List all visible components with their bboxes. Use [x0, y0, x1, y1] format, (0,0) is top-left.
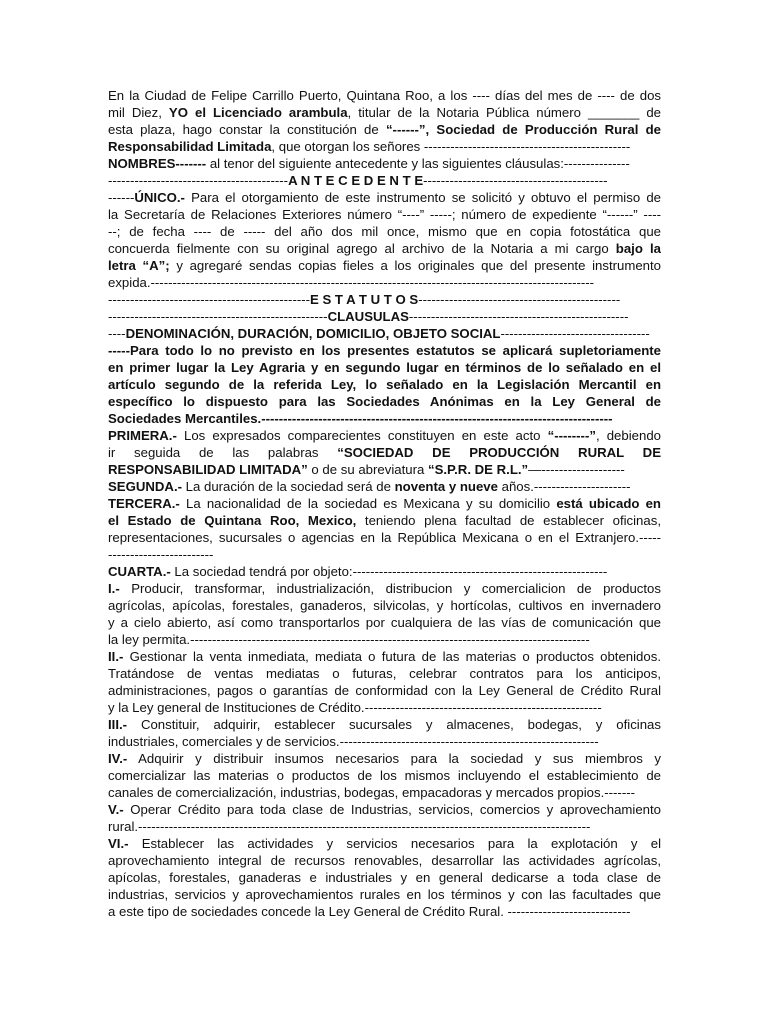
document-line	[108, 444, 661, 461]
document-page	[108, 87, 661, 920]
bold-text: en primer lugar la Ley Agraria y en segundo lugar en términos de lo señalado en el	[108, 360, 661, 375]
bold-text: el Estado de Quintana Roo, Mexico,	[108, 513, 357, 528]
bold-text: CUARTA.-	[108, 564, 171, 579]
text: la Secretaría de Relaciones Exteriores número “----” -----; número de expediente “------” ----	[108, 207, 661, 222]
bold-text: “--------”	[547, 428, 596, 443]
document-line	[108, 563, 661, 580]
document-line	[108, 427, 661, 444]
bold-text: TERCERA.-	[108, 496, 180, 511]
text: ----------------------------------------------	[108, 292, 311, 307]
bold-text: ÚNICO.-	[134, 190, 185, 205]
document-line	[108, 546, 661, 563]
text: ------	[108, 190, 135, 205]
document-line	[108, 478, 661, 495]
document-line	[108, 869, 661, 886]
text: —-------------------	[528, 462, 625, 477]
text: La duración de la sociedad será de	[182, 479, 395, 494]
text: --------------------------------------------------	[408, 309, 629, 324]
document-line	[108, 886, 661, 903]
document-line	[108, 104, 661, 121]
document-line	[108, 767, 661, 784]
text: , que otorgan los señores -----------------------------------------------	[271, 139, 631, 154]
bold-text: “------”, Sociedad de Producción Rural de	[385, 122, 661, 137]
text: En la Ciudad de Felipe Carrillo Puerto, Quintana Roo, a los ---- días del mes de ---- de dos	[108, 88, 661, 103]
document-line	[108, 393, 661, 410]
document-line	[108, 852, 661, 869]
bold-text: DENOMINACIÓN, DURACIÓN, DOMICILIO, OBJETO SOCIAL	[125, 326, 501, 341]
document-line	[108, 155, 661, 172]
bold-text: Sociedades Mercantiles.--------------------------------------------------------------------------------	[108, 411, 613, 426]
text: rural.-------------------------------------------------------------------------------------------------------	[108, 819, 591, 834]
text: Producir, transformar, industrialización, distribucion y comercialicion de productos	[119, 581, 661, 596]
document-line	[108, 784, 661, 801]
text: canales de comercialización, industrias, bodegas, empacadoras y mercados propios.-------	[108, 785, 635, 800]
text: comercializar las materias o productos de los mismos incluyendo el establecimiento de	[108, 768, 661, 783]
bold-text: específico lo dispuesto para las Sociedades Anónimas en la Ley General de	[108, 394, 661, 409]
text: Gestionar la venta inmediata, mediata o futura de las materias o productos obtenidos.	[123, 649, 661, 664]
text: Operar Crédito para toda clase de Industrias, servicios, comercios y aprovechamiento	[123, 802, 661, 817]
document-line	[108, 461, 661, 478]
text: ------------------------------------------	[423, 173, 608, 188]
bold-text: RESPONSABILIDAD LIMITADA”	[108, 462, 308, 477]
document-line	[108, 138, 661, 155]
text: -----------------------------------------	[108, 173, 289, 188]
text: , debiendo	[595, 428, 661, 443]
text: --; de fecha ---- de ----- del año dos mil once, mismo que en copia fotostática que	[108, 224, 661, 239]
bold-text: III.-	[108, 717, 128, 732]
document-line	[108, 206, 661, 223]
document-line	[108, 87, 661, 104]
text: ir seguida de las palabras	[108, 445, 338, 460]
text: la ley permita.-------------------------------------------------------------------------------------------	[108, 632, 590, 647]
text: representaciones, sucursales o agencias en la República Mexicana o en el Extranjero.-----	[108, 530, 661, 545]
bold-text: VI.-	[108, 836, 129, 851]
text: Constituir, adquirir, establecer sucursales y almacenes, bodegas, y oficinas	[127, 717, 661, 732]
document-line	[108, 580, 661, 597]
document-line	[108, 495, 661, 512]
text: concuerda fielmente con su original agrego al archivo de la Notaria a mi cargo	[108, 241, 616, 256]
bold-text: I.-	[108, 581, 120, 596]
text: Adquirir y distribuir insumos necesarios para la sociedad y sus miembros y	[127, 751, 661, 766]
text: apícolas, forestales, ganaderas e industriales y en general dedicarse a toda clase de	[108, 870, 661, 885]
text: aprovechamiento integral de recursos renovables, desarrollar las actividades agrícolas,	[108, 853, 661, 868]
document-line	[108, 716, 661, 733]
bold-text: A N T E C E D E N T E	[288, 173, 424, 188]
document-line	[108, 631, 661, 648]
bold-text: YO el Licenciado arambula	[168, 105, 348, 120]
bold-text: PRIMERA.-	[108, 428, 177, 443]
document-line	[108, 699, 661, 716]
bold-text: letra “A”;	[108, 258, 170, 273]
text: a este tipo de sociedades concede la Ley General de Crédito Rural. ----------------------------	[108, 904, 631, 919]
bold-text: bajo la	[615, 241, 661, 256]
bold-text: artículo segundo de la referida Ley, lo señalado en la Legislación Mercantil en	[108, 377, 661, 392]
document-line	[108, 342, 661, 359]
text: Tratándose de ventas mediatas o futuras, celebrar contratos para los anticipos,	[108, 666, 661, 681]
bold-text: E S T A T U T O S	[310, 292, 419, 307]
bold-text: -----Para todo lo no previsto en los presentes estatutos se aplicará supletoriamente	[108, 343, 661, 358]
text: , titular de la Notaria Pública número _______ de	[347, 105, 661, 120]
document-line	[108, 665, 661, 682]
document-line	[108, 835, 661, 852]
text: mil Diez,	[108, 105, 169, 120]
text: y a cielo abierto, así como transportarlos por cualquiera de las vías de comunicación que	[108, 615, 661, 630]
bold-text: Responsabilidad Limitada	[108, 139, 272, 154]
document-line	[108, 529, 661, 546]
bold-text: noventa y nueve	[394, 479, 498, 494]
text: ----------------------------------------------	[418, 292, 621, 307]
bold-text: II.-	[108, 649, 124, 664]
text: ----	[108, 326, 126, 341]
document-line	[108, 410, 661, 427]
document-line	[108, 801, 661, 818]
document-line	[108, 682, 661, 699]
document-line	[108, 359, 661, 376]
bold-text: SEGUNDA.-	[108, 479, 182, 494]
document-line	[108, 257, 661, 274]
text: Los expresados comparecientes constituyen en este acto	[176, 428, 548, 443]
document-line	[108, 733, 661, 750]
document-line	[108, 325, 661, 342]
bold-text: está ubicado en	[556, 496, 661, 511]
document-line	[108, 597, 661, 614]
text: ----------------------------------	[500, 326, 650, 341]
document-line	[108, 512, 661, 529]
text: y agregaré sendas copias fieles a los originales que del presente instrumento	[169, 258, 661, 273]
document-line	[108, 648, 661, 665]
bold-text: IV.-	[108, 751, 128, 766]
document-line	[108, 818, 661, 835]
text: Para el otorgamiento de este instrumento se solicitó y obtuvo el permiso de	[184, 190, 661, 205]
document-line	[108, 274, 661, 291]
text: al tenor del siguiente antecedente y las siguientes cláusulas:---------------	[206, 156, 630, 171]
text: teniendo plena facultad de establecer oficinas,	[356, 513, 661, 528]
document-line	[108, 121, 661, 138]
bold-text: “S.P.R. DE R.L.”	[428, 462, 529, 477]
document-line	[108, 291, 661, 308]
text: ------------------------	[108, 547, 214, 562]
text: años.----------------------	[497, 479, 631, 494]
bold-text: CLAUSULAS	[327, 309, 409, 324]
text: y la Ley general de Instituciones de Crédito.------------------------------------------------------	[108, 700, 602, 715]
document-line	[108, 614, 661, 631]
document-line	[108, 240, 661, 257]
text: o de su abreviatura	[307, 462, 428, 477]
bold-text: V.-	[108, 802, 124, 817]
bold-text: NOMBRES-------	[108, 156, 207, 171]
text: industrias, servicios y aprovechamientos rurales en los términos y con las facultades que	[108, 887, 661, 902]
text: agrícolas, apícolas, forestales, ganaderos, silvicolas, y hortícolas, cultivos en invernadero	[108, 598, 661, 613]
document-line	[108, 189, 661, 206]
document-line	[108, 903, 661, 920]
text: expida.-----------------------------------------------------------------------------------------------------	[108, 275, 595, 290]
text: La sociedad tendrá por objeto:----------------------------------------------------------	[170, 564, 608, 579]
document-line	[108, 376, 661, 393]
text: administraciones, pagos o garantías de conformidad con la Ley General de Crédito Rural	[108, 683, 661, 698]
document-line	[108, 172, 661, 189]
bold-text: “SOCIEDAD DE PRODUCCIÓN RURAL DE	[337, 445, 661, 460]
text: --------------------------------------------------	[108, 309, 328, 324]
text: La nacionalidad de la sociedad es Mexicana y su domicilio	[179, 496, 557, 511]
text: industriales, comerciales y de servicios.-----------------------------------------------------------	[108, 734, 599, 749]
document-line	[108, 223, 661, 240]
text: esta plaza, hago constar la constitución de	[108, 122, 386, 137]
document-line	[108, 750, 661, 767]
text: Establecer las actividades y servicios necesarios para la explotación y el	[128, 836, 661, 851]
document-line	[108, 308, 661, 325]
